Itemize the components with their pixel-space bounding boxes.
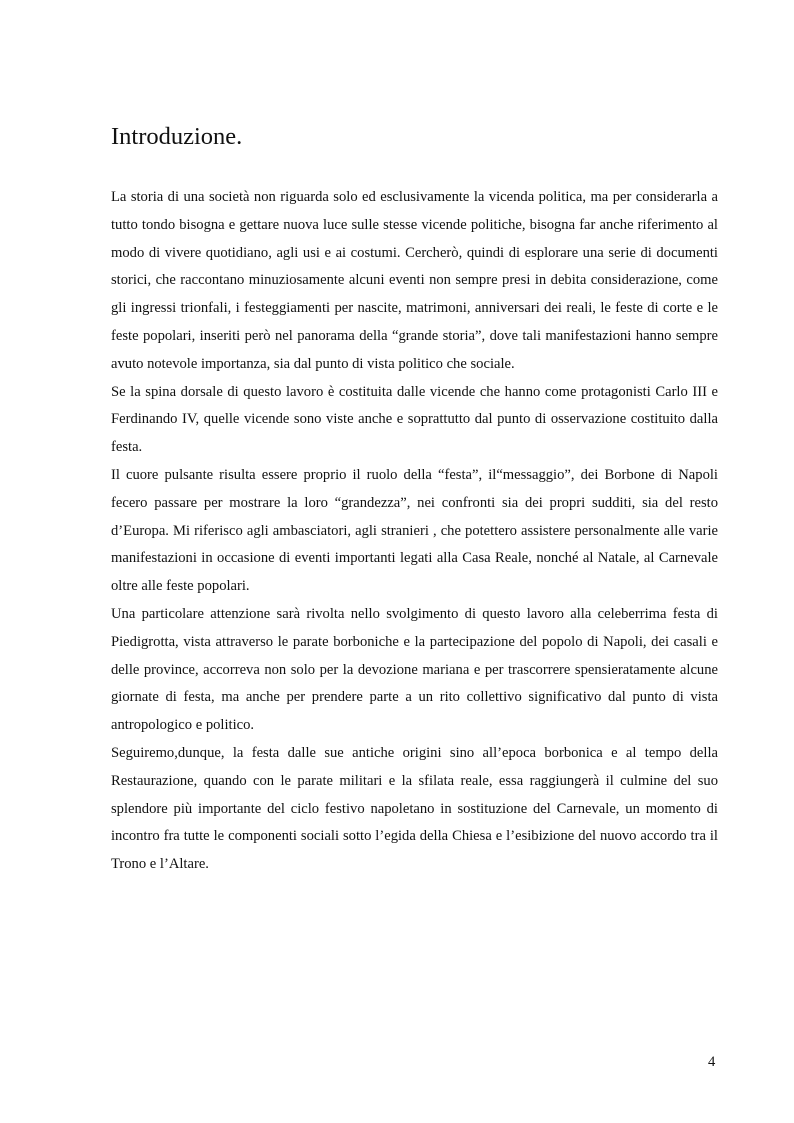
page-title: Introduzione. [111, 123, 243, 150]
paragraph-3: Il cuore pulsante risulta essere proprio il ruolo della “festa”, il“messaggio”, dei Borbone di Napoli fecero passare per mostrare la loro “grandezza”, nei confronti sia dei propri sudditi, sia del resto d’Europa. Mi riferisco agli ambasciatori, agli stranieri , che potettero assistere personalmente alle varie manifestazioni in occasione di eventi importanti legati alla Casa Reale, nonché al Natale, al Carnevale oltre alle feste popolari. [111, 466, 718, 595]
document-body [111, 184, 718, 879]
page-number: 4 [708, 1054, 716, 1070]
paragraph-4: Una particolare attenzione sarà rivolta nello svolgimento di questo lavoro alla celeberrima festa di Piedigrotta, vista attraverso le parate borboniche e la partecipazione del popolo di Napoli, dei casali e delle province, accorreva non solo per la devozione mariana e per trascorrere spensieratamente alcune giornate di festa, ma anche per prendere parte a un rito collettivo significativo dal punto di vista antropologico e politico. [111, 605, 718, 734]
paragraph-2: Se la spina dorsale di questo lavoro è costituita dalle vicende che hanno come protagonisti Carlo III e Ferdinando IV, quelle vicende sono viste anche e soprattutto dal punto di osservazione costituito dalla festa. [111, 383, 718, 456]
paragraph-1: La storia di una società non riguarda solo ed esclusivamente la vicenda politica, ma per considerarla a tutto tondo bisogna e gettare nuova luce sulle stesse vicende politiche, bisogna far anche riferimento al modo di vivere quotidiano, agli usi e ai costumi. Cercherò, quindi di esplorare una serie di documenti storici, che raccontano minuziosamente alcuni eventi non sempre presi in debita considerazione, come gli ingressi trionfali, i festeggiamenti per nascite, matrimoni, anniversari dei reali, le feste di corte e le feste popolari, inseriti però nel panorama della “grande storia”, dove tali manifestazioni hanno sempre avuto notevole importanza, sia dal punto di vista politico che sociale. [111, 189, 718, 372]
paragraph-5: Seguiremo,dunque, la festa dalle sue antiche origini sino all’epoca borbonica e al tempo della Restaurazione, quando con le parate militari e la sfilata reale, essa raggiungerà il culmine del suo splendore più importante del ciclo festivo napoletano in sostituzione del Carnevale, un momento di incontro fra tutte le componenti sociali sotto l’egida della Chiesa e l’esibizione del nuovo accordo tra il Trono e l’Altare. [111, 744, 718, 873]
